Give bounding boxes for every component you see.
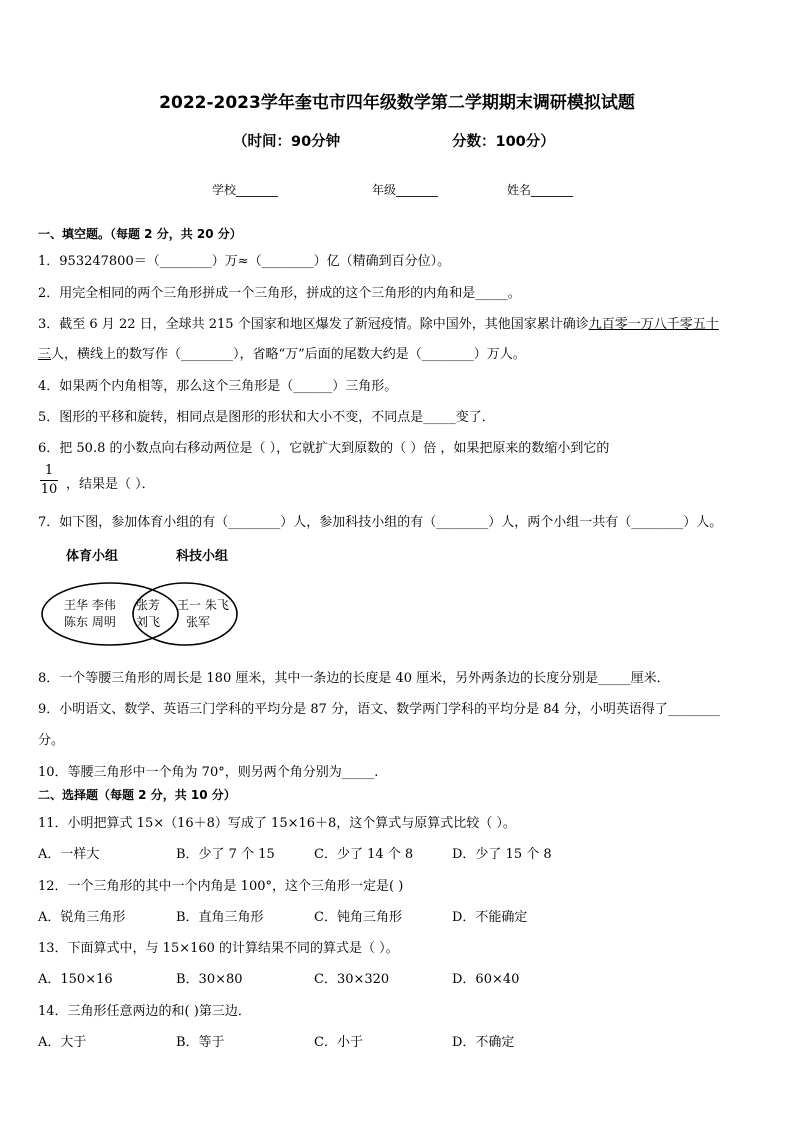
page-title: 2022-2023学年奎屯市四年级数学第二学期期末调研模拟试题 <box>159 93 635 113</box>
option-c: C．钝角三角形 <box>314 910 402 925</box>
option-b: B．少了 7 个 15 <box>176 847 275 862</box>
venn-right-names-2: 张军 <box>186 615 211 629</box>
fraction-bar <box>40 480 58 481</box>
venn-right-names-1: 王一 朱飞 <box>177 598 229 612</box>
section-heading-choice: 二、选择题（每题 2 分，共 10 分） <box>38 788 236 802</box>
option-d: D．60×40 <box>452 972 520 987</box>
question-9-line1: 9．小明语文、数学、英语三门学科的平均分是 87 分，语文、数学两门学科的平均分是 84 分，小明英语得了________ <box>38 702 720 717</box>
option-b: B．30×80 <box>176 972 243 987</box>
question-10: 10．等腰三角形中一个角为 70°，则另两个角分别为_____. <box>38 765 379 780</box>
option-d: D．不确定 <box>452 1035 515 1050</box>
option-d: D．少了 15 个 8 <box>452 847 552 862</box>
venn-left-ellipse <box>42 583 178 645</box>
option-a: A．锐角三角形 <box>38 910 126 925</box>
section-heading-fill-in: 一、填空题。（每题 2 分，共 20 分） <box>38 227 242 241</box>
question-14: 14．三角形任意两边的和( )第三边． <box>38 1004 251 1019</box>
venn-middle-names-1: 张芳 <box>136 598 161 612</box>
venn-right-ellipse <box>133 583 237 645</box>
option-b: B．直角三角形 <box>176 910 264 925</box>
question-3-underlined: 九百零一万八千零五十 <box>588 317 719 332</box>
option-a: A．一样大 <box>38 847 100 862</box>
venn-right-title: 科技小组 <box>176 549 229 564</box>
question-9-line2: 分。 <box>38 733 65 748</box>
question-3-text: 3．截至 6 月 22 日，全球共 215 个国家和地区爆发了新冠疫情。除中国外，其他国家累计确诊 <box>38 317 589 332</box>
question-6-line2: ，结果是（ ）． <box>66 477 155 492</box>
time-label: （时间：90分钟 <box>233 134 341 150</box>
option-a: A．大于 <box>38 1035 87 1050</box>
question-11: 11．小明把算式 15×（16＋8）写成了 15×16＋8，这个算式与原算式比较（ ）。 <box>38 816 516 831</box>
question-3-line1 <box>38 313 719 332</box>
option-d: D．不能确定 <box>452 910 528 925</box>
venn-middle-names-2: 刘飞 <box>136 615 161 629</box>
question-3-text-end: 人，横线上的数写作（________），省略“万”后面的尾数大约是（________）万人。 <box>51 347 526 362</box>
score-label: 分数：100分） <box>452 134 555 150</box>
option-c: C．小于 <box>314 1035 363 1050</box>
fraction-one-tenth <box>40 463 58 498</box>
question-13: 13．下面算式中，与 15×160 的计算结果不同的算式是（ ）。 <box>38 941 399 956</box>
question-8: 8．一个等腰三角形的周长是 180 厘米，其中一条边的长度是 40 厘米，另外两条边的长度分别是_____厘米． <box>38 671 670 686</box>
fraction-denominator: 10 <box>40 482 58 497</box>
question-5: 5．图形的平移和旋转，相同点是图形的形状和大小不变，不同点是_____变了． <box>38 410 495 425</box>
fraction-numerator: 1 <box>44 463 54 478</box>
option-a: A．150×16 <box>38 972 113 987</box>
grade-field: 年级_______ <box>372 183 439 197</box>
question-3-line2 <box>38 343 526 362</box>
option-c: C．30×320 <box>314 972 390 987</box>
venn-left-title: 体育小组 <box>66 549 119 564</box>
question-3-underlined-end: 三 <box>38 347 52 362</box>
question-7: 7．如下图，参加体育小组的有（________）人，参加科技小组的有（________）人，两个小组一共有（________）人。 <box>38 515 723 530</box>
venn-diagram <box>40 542 250 654</box>
school-field: 学校_______ <box>212 183 279 197</box>
question-12: 12．一个三角形的其中一个内角是 100°，这个三角形一定是( ) <box>38 879 404 894</box>
question-4: 4．如果两个内角相等，那么这个三角形是（______）三角形。 <box>38 379 398 394</box>
question-1: 1．953247800＝（________）万≈（________）亿（精确到百分位）。 <box>38 254 451 269</box>
venn-left-names-2: 陈东 周明 <box>64 615 116 629</box>
name-field: 姓名_______ <box>507 183 574 197</box>
option-b: B．等于 <box>176 1035 225 1050</box>
question-2: 2．用完全相同的两个三角形拼成一个三角形，拼成的这个三角形的内角和是_____。 <box>38 286 521 301</box>
question-6-line1: 6．把 50.8 的小数点向右移动两位是（ ），它就扩大到原数的（ ）倍 ，如果把原来的数缩小到它的 <box>38 441 610 456</box>
option-c: C．少了 14 个 8 <box>314 847 414 862</box>
venn-left-names-1: 王华 李伟 <box>64 598 116 612</box>
